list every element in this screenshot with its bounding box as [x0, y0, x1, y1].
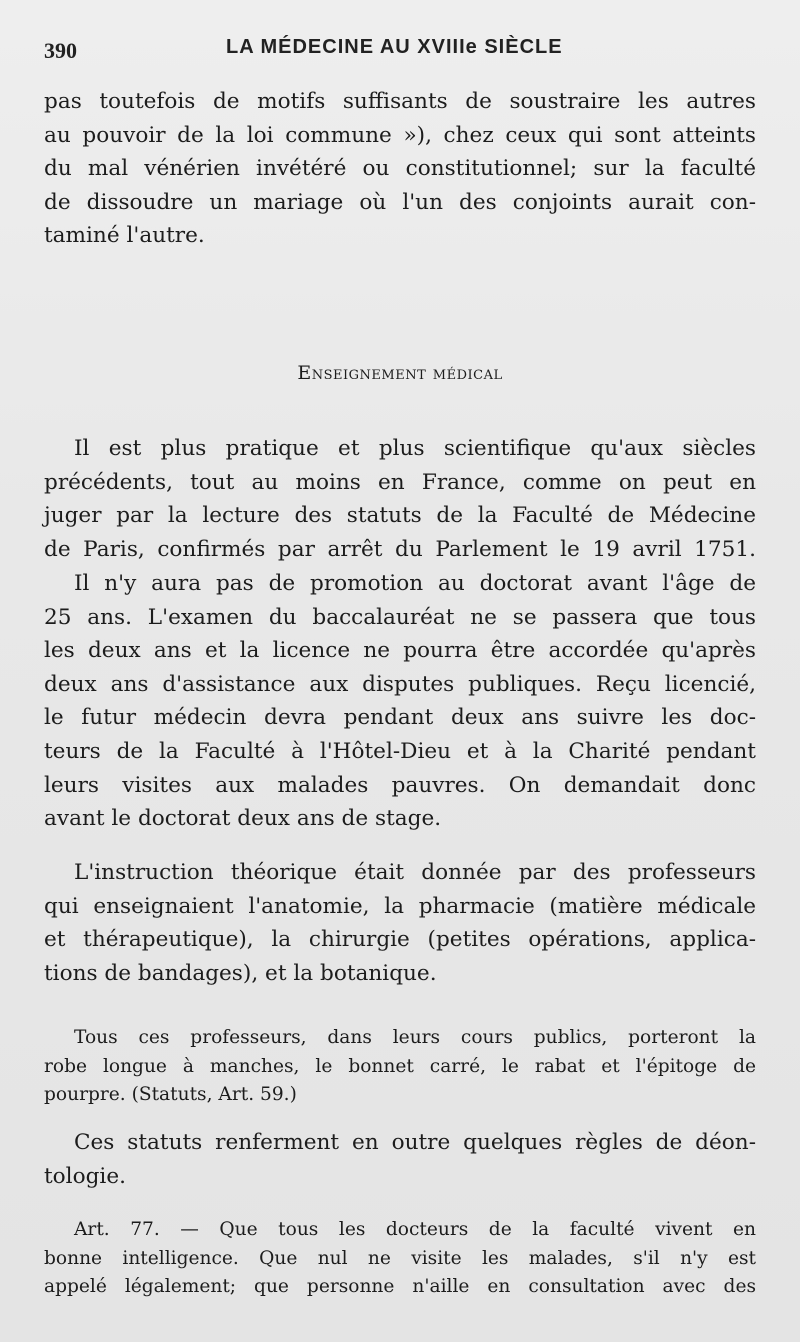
text-line: 25 ans. L'examen du baccalauréat ne se passera que tous [44, 604, 756, 630]
text-line: robe longue à manches, le bonnet carré, le rabat et l'épitoge de [44, 1055, 756, 1077]
paragraph-doctorate [44, 567, 756, 836]
text-line: juger par la lecture des statuts de la Faculté de Médecine [44, 503, 756, 529]
text-line: deux ans d'assistance aux disputes publiques. Reçu licencié, [44, 671, 756, 697]
text-line: Il est plus pratique et plus scientifique qu'aux siècles [74, 436, 756, 461]
text-line: tions de bandages), et la botanique. [44, 960, 437, 986]
text-line: Ces statuts renferment en outre quelques règles de déon- [74, 1130, 756, 1155]
text-line: avant le doctorat deux ans de stage. [44, 806, 442, 832]
text-line: et thérapeutique), la chirurgie (petites opérations, applica- [44, 927, 756, 953]
text-line: tologie. [44, 1163, 126, 1189]
page-number: 390 [44, 38, 77, 63]
section-heading: Enseignement médical [297, 362, 503, 384]
paragraph-instruction [44, 856, 756, 990]
text-line: qui enseignaient l'anatomie, la pharmacie (matière médicale [44, 893, 756, 919]
text-line: pas toutefois de motifs suffisants de soustraire les autres [44, 89, 756, 114]
text-line: Il n'y aura pas de promotion au doctorat avant l'âge de [74, 571, 756, 596]
text-line: leurs visites aux malades pauvres. On demandait donc [44, 772, 756, 798]
text-line: pourpre. (Statuts, Art. 59.) [44, 1084, 297, 1105]
paragraph-deontology [44, 1126, 756, 1193]
text-line: au pouvoir de la loi commune »), chez ceux qui sont atteints [44, 122, 756, 148]
text-line: précédents, tout au moins en France, comme on peut en [44, 469, 756, 495]
quotation-article-77 [44, 1216, 756, 1302]
running-head [44, 32, 756, 72]
text-line: Tous ces professeurs, dans leurs cours publics, porteront la [74, 1027, 756, 1048]
text-line: appelé légalement; que personne n'aille en consultation avec des [44, 1276, 756, 1297]
running-title: LA MÉDECINE AU XVIIIe SIÈCLE [226, 36, 563, 58]
paragraph-continued [44, 85, 756, 253]
paragraph-intro [44, 432, 756, 566]
text-line: de Paris, confirmés par arrêt du Parlement le 19 avril 1751. [44, 536, 756, 562]
text-line: L'instruction théorique était donnée par des professeurs [74, 860, 756, 885]
text-line: le futur médecin devra pendant deux ans suivre les doc- [44, 705, 756, 731]
text-line: de dissoudre un mariage où l'un des conjoints aurait con- [44, 189, 756, 215]
quotation-statuts [44, 1024, 756, 1110]
text-line: Art. 77. — Que tous les docteurs de la faculté vivent en [74, 1219, 756, 1240]
text-line: du mal vénérien invétéré ou constitutionnel; sur la faculté [44, 156, 756, 182]
text-line: bonne intelligence. Que nul ne visite les malades, s'il n'y est [44, 1247, 756, 1269]
text-line: teurs de la Faculté à l'Hôtel-Dieu et à la Charité pendant [44, 738, 756, 764]
text-line: les deux ans et la licence ne pourra être accordée qu'après [44, 638, 756, 664]
text-line: taminé l'autre. [44, 223, 205, 249]
